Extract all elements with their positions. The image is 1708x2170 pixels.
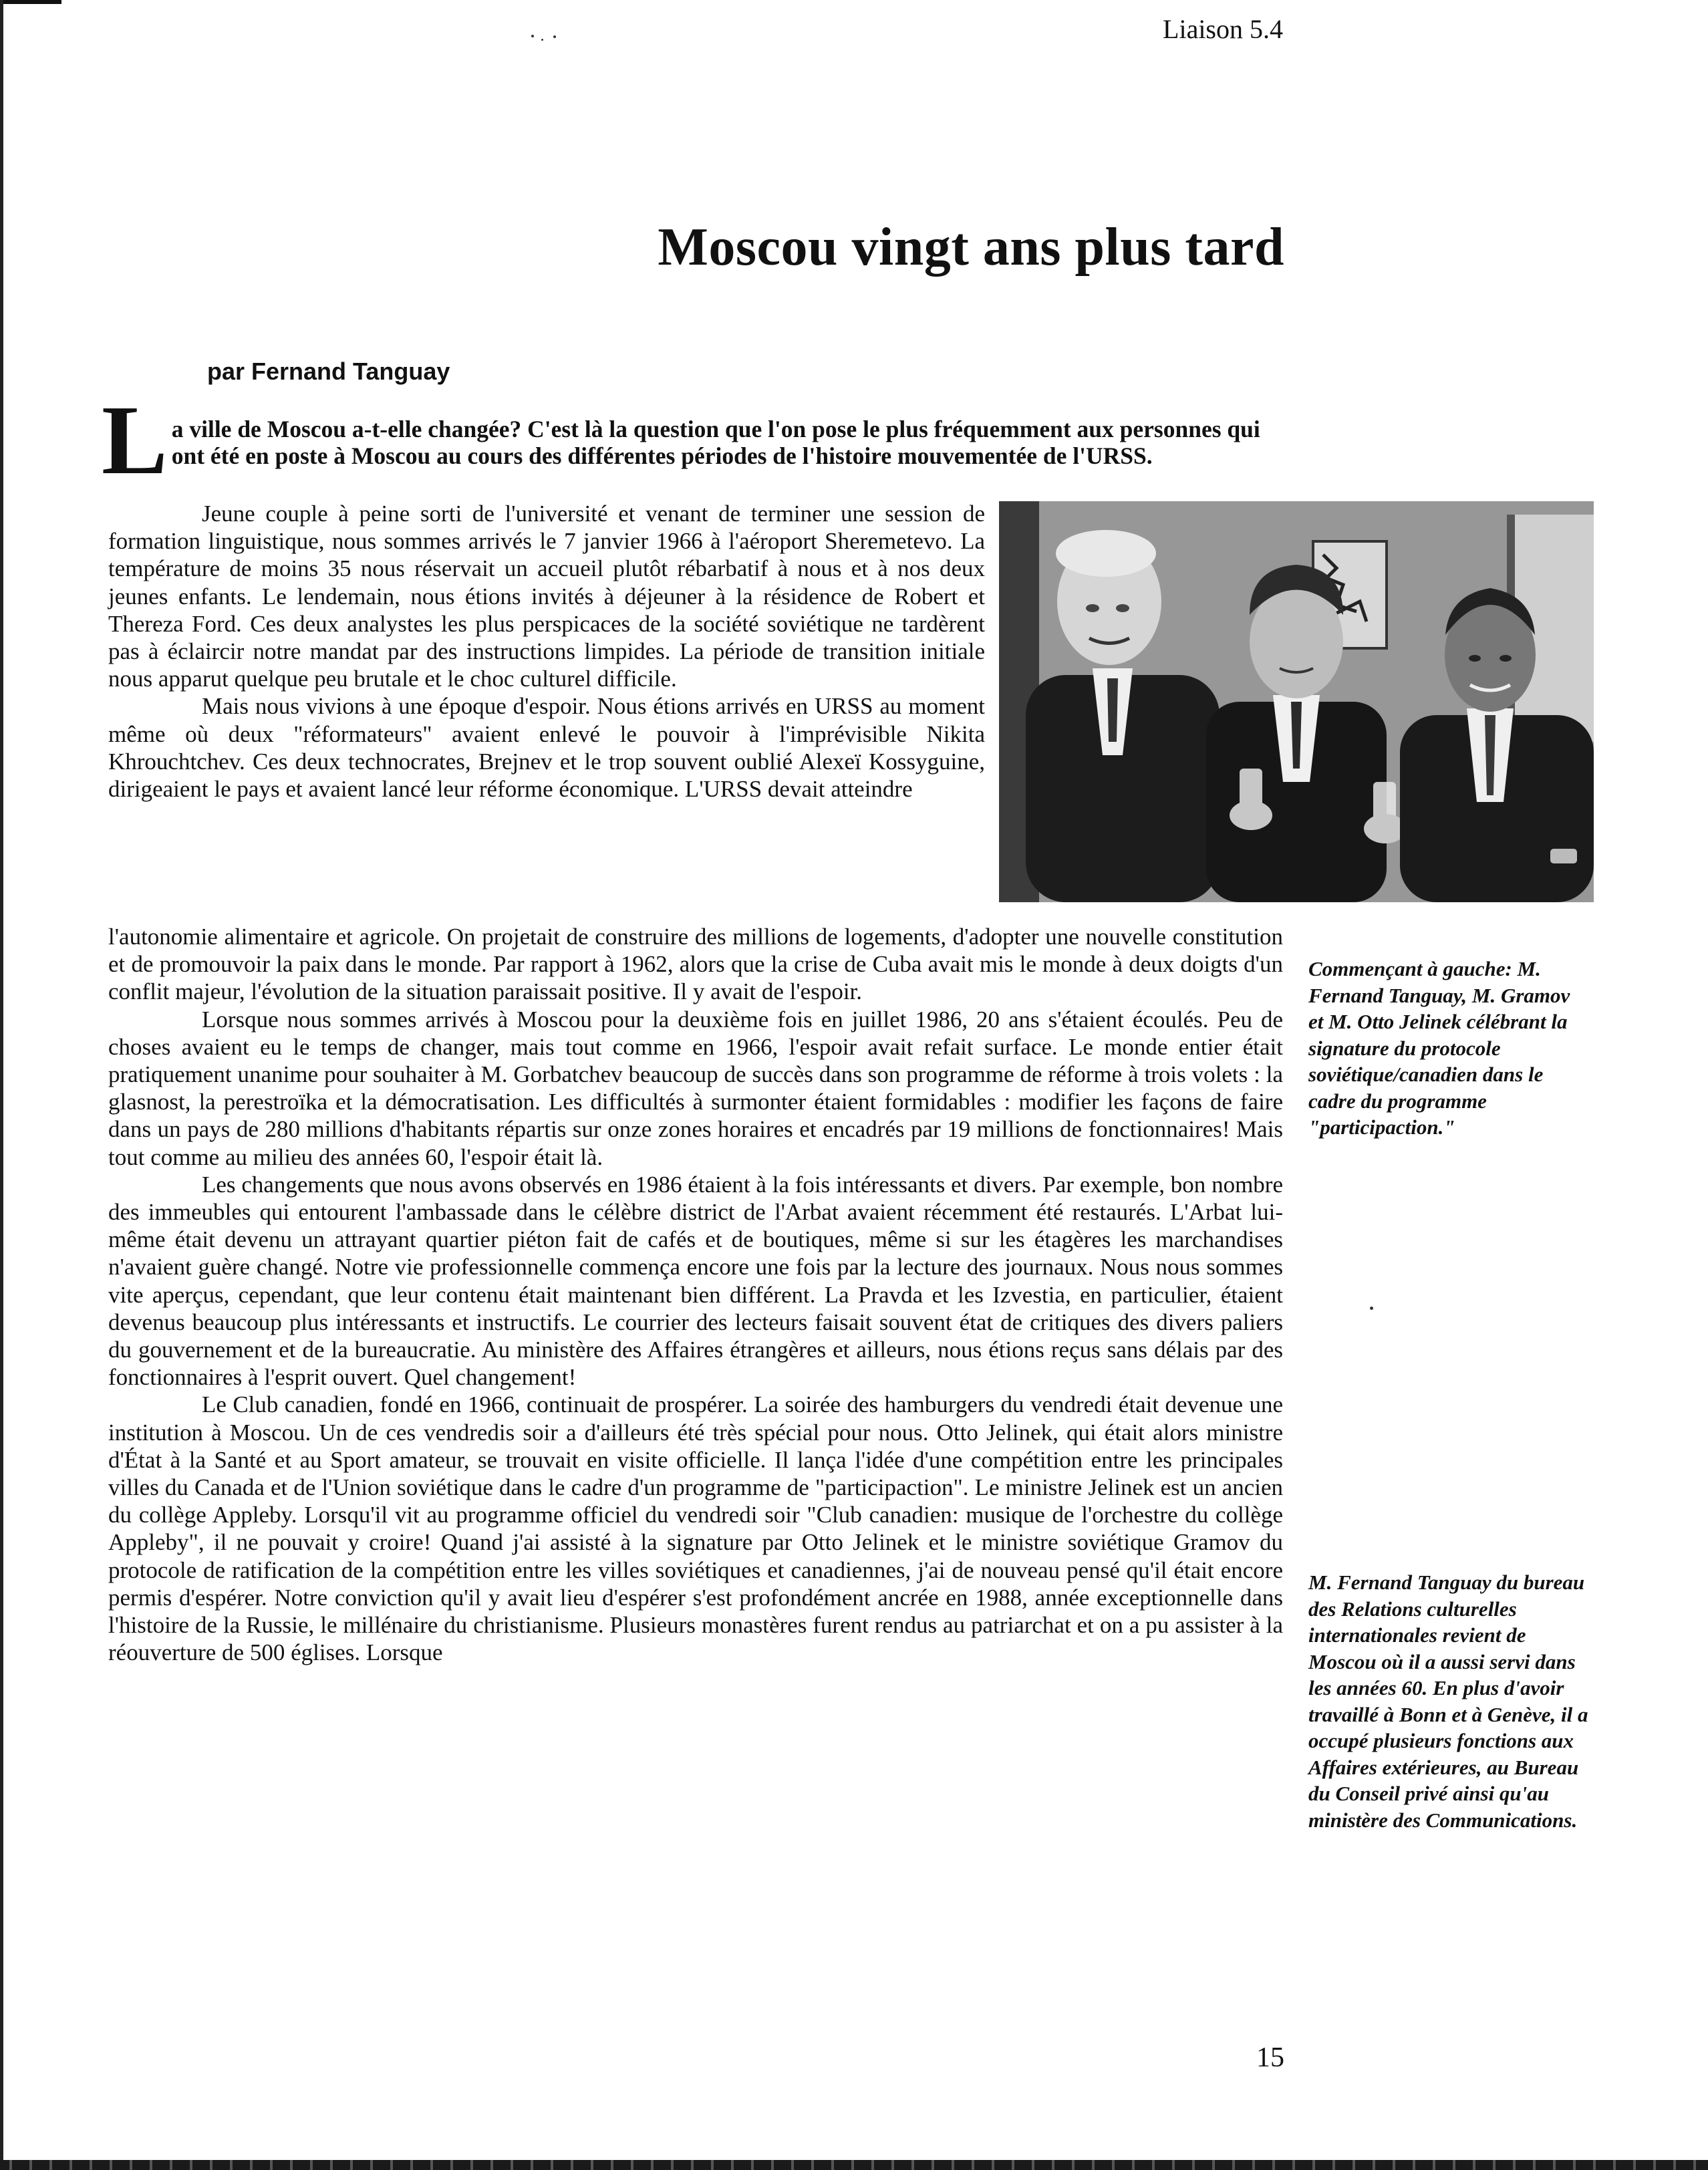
article-photo [999, 501, 1594, 902]
body-paragraph: Jeune couple à peine sorti de l'université et venant de terminer une session de formation linguistique, nous sommes arrivés le 7 janvier 1966 à l'aéroport Sheremetevo. La température de moins 35 nous réservait un accueil plutôt rébarbatif à nous et à nos deux jeunes enfants. Le lendemain, nous étions invités à déjeuner à la résidence de Robert et Thereza Ford. Ces deux analystes les plus perspicaces de la société soviétique ne tardèrent pas à éclaircir notre mandat par des instructions limpides. La période de transition initiale nous apparut quelque peu brutale et le choc culturel difficile. [108, 501, 985, 692]
lead-text: a ville de Moscou a-t-elle changée? C'est là la question que l'on pose le plus fréquemment aux personnes qui ont été en poste à Moscou au cours des différentes périodes de l'histoire mouvementée de l'URSS. [171, 416, 1260, 469]
body-paragraph: l'autonomie alimentaire et agricole. On projetait de construire des millions de logements, d'adopter une nouvelle constitution et de promouvoir la paix dans le monde. Par rapport à 1962, alors que la crise de Cuba avait mis le monde à deux doigts d'un conflit majeur, l'évolution de la situation paraissait positive. Il y avait de l'espoir. [108, 924, 1283, 1005]
byline: par Fernand Tanguay [207, 358, 450, 385]
photo-illustration [999, 501, 1594, 902]
body-paragraph: Lorsque nous sommes arrivés à Moscou pour la deuxième fois en juillet 1986, 20 ans s'étaient écoulés. Peu de choses avaient eu le temps de changer, mais tout comme en 1966, l'espoir avait refait surface. Le monde entier était pratiquement unanime pour souhaiter à M. Gorbatchev beaucoup de succès dans son programme de réforme à trois volets : la glasnost, la perestroïka et la démocratisation. Les difficultés à surmonter étaient formidables : modifier les façons de faire dans un pays de 280 millions d'habitants répartis sur onze zones horaires et encadrés par 19 millions de fonctionnaires! Mais tout comme au milieu des années 60, l'espoir était là. [108, 1006, 1283, 1170]
article-body-upper [108, 500, 985, 803]
article-body-lower [108, 923, 1283, 1666]
page-number: 15 [1256, 2042, 1284, 2073]
author-bio-caption: M. Fernand Tanguay du bureau des Relations culturelles internationales revient de Moscou où il a aussi servi dans les années 60. En plus d'avoir travaillé à Bonn et à Genève, il a occupé plusieurs fonctions aux Affaires extérieures, au Bureau du Conseil privé ainsi qu'au ministère des Communications. [1308, 1571, 1588, 1832]
running-header: Liaison 5.4 [1163, 14, 1283, 44]
body-paragraph: Mais nous vivions à une époque d'espoir. Nous étions arrivés en URSS au moment même où deux "réformateurs" avaient enlevé le pouvoir à l'imprévisible Nikita Khrouchtchev. Ces deux technocrates, Brejnev et le trop souvent oublié Alexeï Kossyguine, dirigeaient le pays et avaient lancé leur réforme économique. L'URSS devait atteindre [108, 693, 985, 803]
scan-edge-bottom [0, 2160, 1708, 2170]
article-title: Moscou vingt ans plus tard [658, 218, 1284, 277]
scan-edge-left [0, 0, 3, 2170]
scan-speck [531, 35, 534, 37]
photo-caption: Commençant à gauche: M. Fernand Tanguay, M. Gramov et M. Otto Jelinek célébrant la signature du protocole soviétique/canadien dans le cadre du programme "participaction." [1308, 957, 1570, 1139]
drop-cap: L [102, 386, 168, 495]
scan-speck [1370, 1307, 1373, 1310]
body-paragraph: Les changements que nous avons observés en 1986 étaient à la fois intéressants et divers. Par exemple, bon nombre des immeubles qui entourent l'ambassade dans le célèbre district de l'Arbat avaient récemment été restaurés. L'Arbat lui-même était devenu un attrayant quartier piéton fait de cafés et de boutiques, même si sur les étagères les marchandises n'avaient guère changé. Notre vie professionnelle commença encore une fois par la lecture des journaux. Nous nous sommes vite aperçus, cependant, que leur contenu était maintenant bien différent. La Pravda et les Izvestia, en particulier, étaient devenus beaucoup plus intéressants et instructifs. Le courrier des lecteurs faisait souvent état de critiques des divers paliers du gouvernement et de la bureaucratie. Au ministère des Affaires étrangères et ailleurs, nous étions reçus sans délais par des fonctionnaires à l'esprit ouvert. Quel changement! [108, 1171, 1283, 1391]
lead-paragraph [102, 386, 1284, 495]
scan-edge-top [0, 0, 61, 4]
scan-speck [553, 35, 556, 38]
body-paragraph: Le Club canadien, fondé en 1966, continuait de prospérer. La soirée des hamburgers du vendredi était devenue une institution à Moscou. Un de ces vendredis soir a d'ailleurs été très spécial pour nous. Otto Jelinek, qui était alors ministre d'État à la Santé et au Sport amateur, se trouvait en visite officielle. Il lança l'idée d'une compétition entre les principales villes du Canada et de l'Union soviétique dans le cadre d'un programme de "participaction". Le ministre Jelinek est un ancien du collège Appleby. Lorsqu'il vit au programme officiel du vendredi soir "Club canadien: musique de l'orchestre du collège Appleby", il ne pouvait y croire! Quand j'ai assisté à la signature par Otto Jelinek et le ministre soviétique Gramov du protocole de ratification de la compétition entre les villes soviétiques et canadiennes, j'ai de nouveau pensé qu'il était encore permis d'espérer. Notre conviction qu'il y avait lieu d'espérer s'est profondément ancrée en 1988, année exceptionnelle dans l'histoire de la Russie, le millénaire du christianisme. Plusieurs monastères furent rendus au patriarchat et on a pu assister à la réouverture de 500 églises. Lorsque [108, 1391, 1283, 1666]
scan-speck [541, 39, 543, 41]
